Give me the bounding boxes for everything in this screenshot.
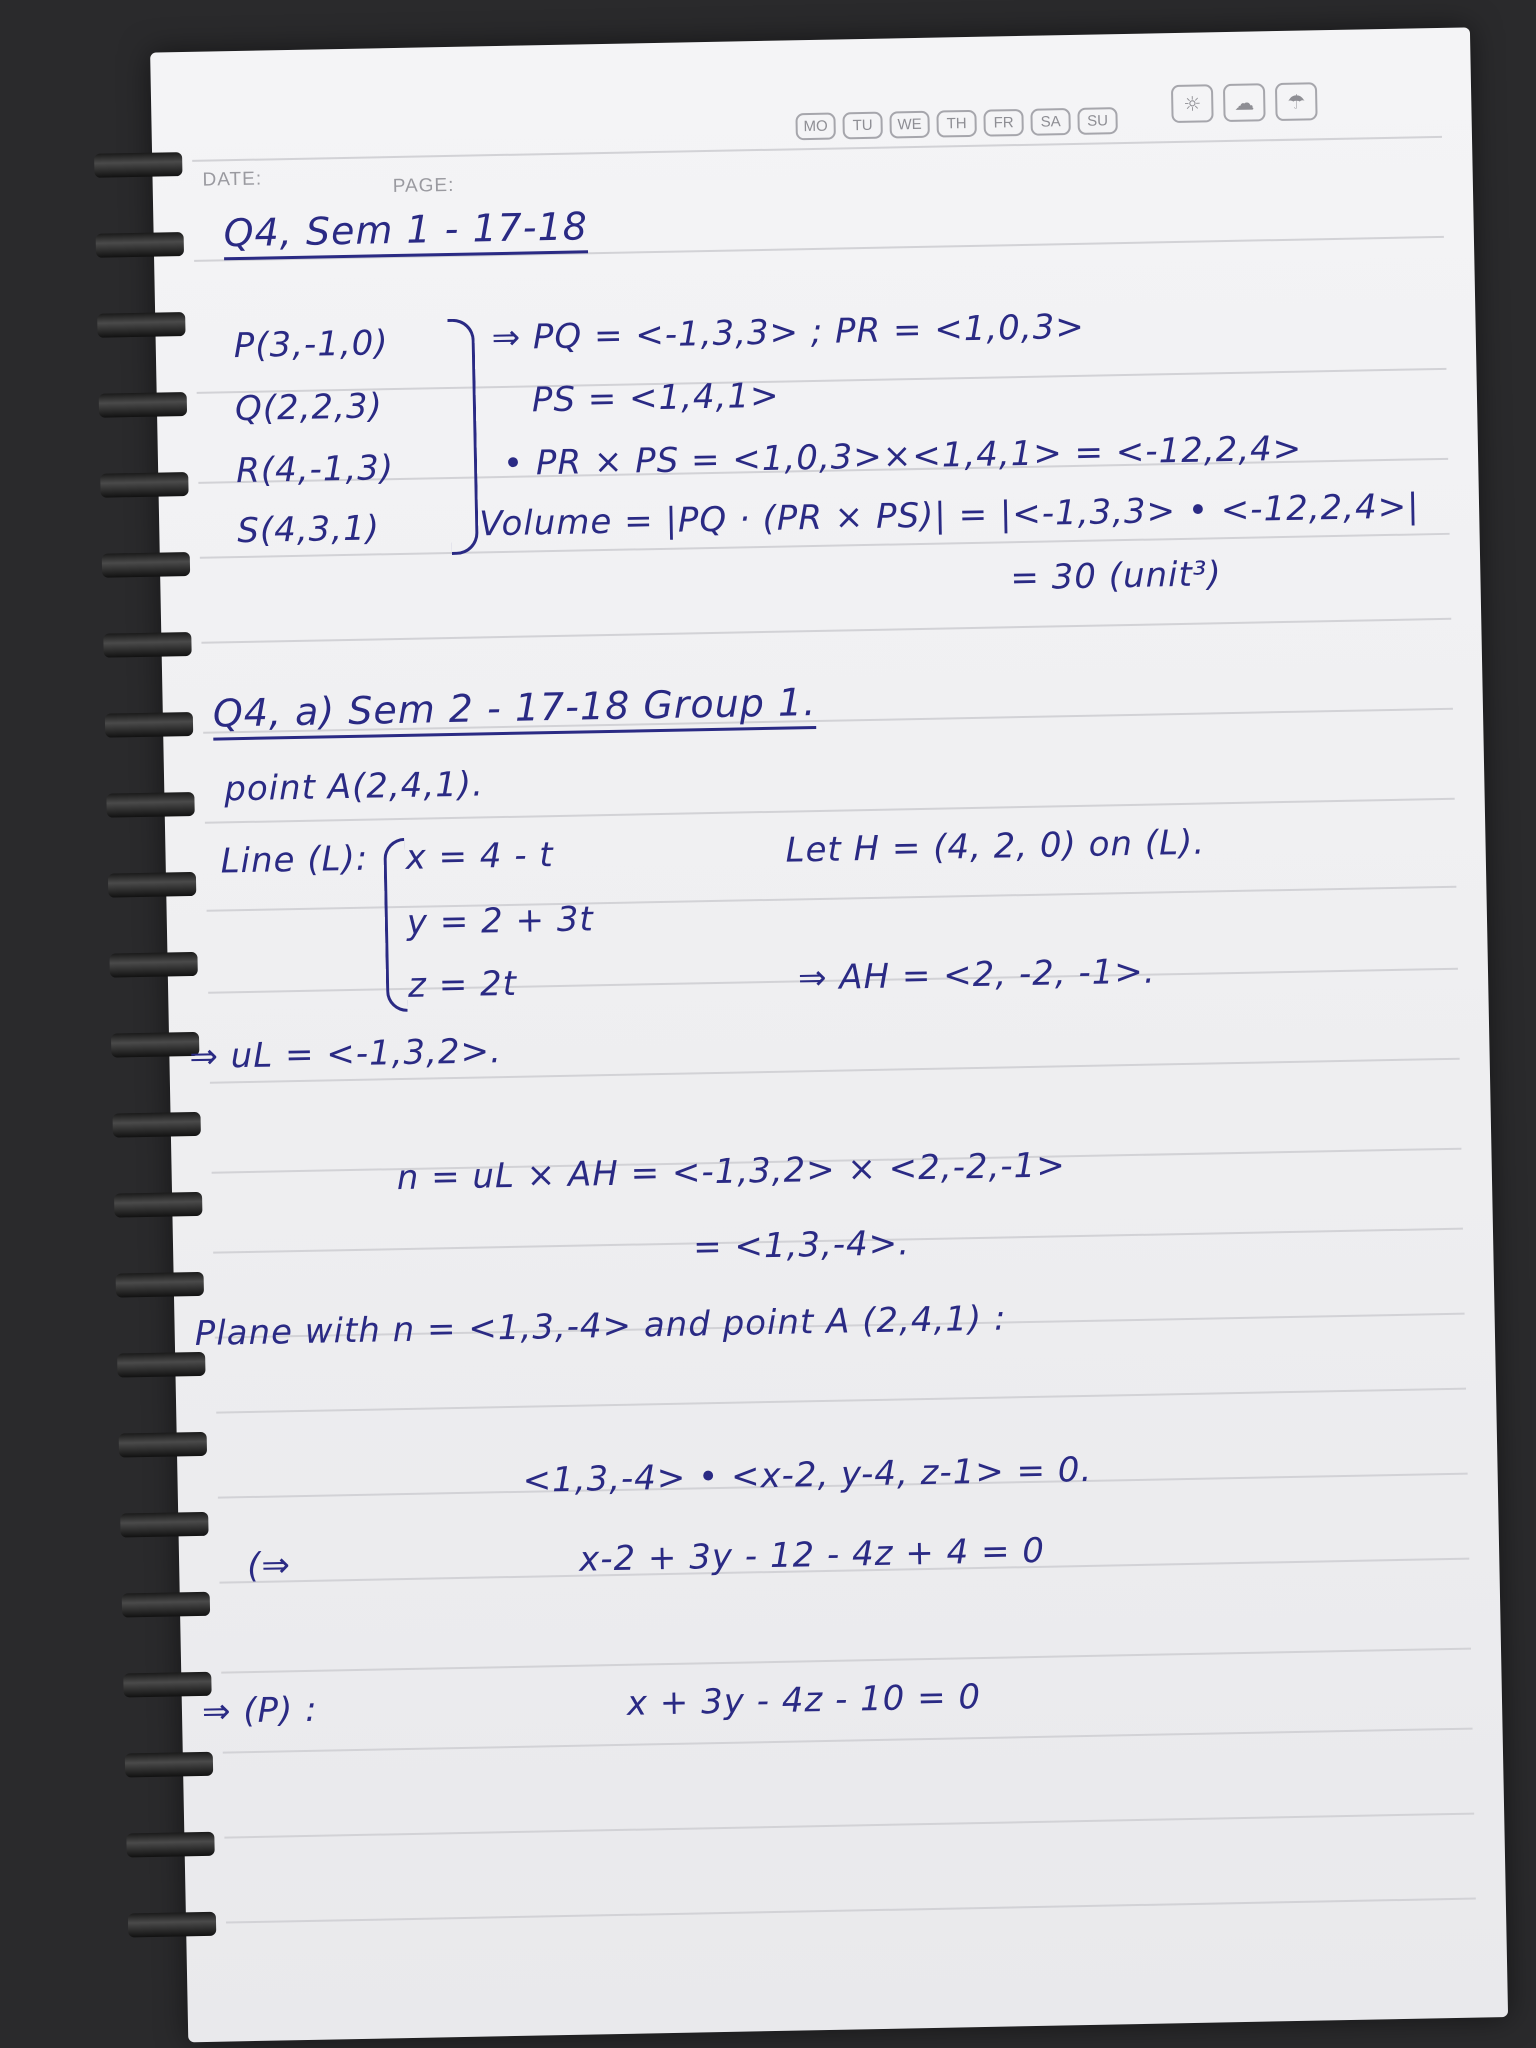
- day-su: SU: [1077, 107, 1118, 135]
- direction-vector: ⇒ uL = <-1,3,2>.: [189, 1031, 503, 1078]
- day-fr: FR: [983, 109, 1024, 137]
- point-s: S(4,3,1): [236, 508, 381, 552]
- line-z: z = 2t: [407, 963, 518, 1006]
- normal-result: = <1,3,-4>.: [692, 1223, 911, 1268]
- weather-icons: [1171, 82, 1318, 123]
- spiral-ring: [125, 1752, 213, 1778]
- iff-symbol: (⇒: [246, 1545, 292, 1587]
- spiral-ring: [126, 1832, 214, 1858]
- spiral-ring: [122, 1592, 210, 1618]
- spiral-ring: [123, 1672, 211, 1698]
- weekday-boxes: [795, 107, 1117, 140]
- line-brace: [383, 838, 407, 1012]
- spiral-ring: [100, 472, 188, 498]
- spiral-ring: [102, 552, 190, 578]
- spiral-ring: [112, 1112, 200, 1138]
- point-a: point A(2,4,1).: [223, 764, 485, 810]
- point-r: R(4,-1,3): [235, 448, 395, 492]
- spiral-ring: [103, 632, 191, 658]
- point-q: Q(2,2,3): [234, 386, 384, 430]
- cloud-icon: ☁: [1223, 83, 1266, 122]
- let-h: Let H = (4, 2, 0) on (L).: [785, 822, 1206, 871]
- spiral-ring: [114, 1192, 202, 1218]
- expanded-equation: x-2 + 3y - 12 - 4z + 4 = 0: [578, 1530, 1046, 1580]
- spiral-ring: [105, 712, 193, 738]
- vector-ps: PS = <1,4,1>: [531, 375, 780, 421]
- spiral-ring: [97, 312, 185, 338]
- points-brace: [447, 318, 479, 554]
- spiral-ring: [108, 872, 196, 898]
- line-label: Line (L):: [220, 838, 369, 882]
- spiral-ring: [111, 1032, 199, 1058]
- vectors-pq-pr: ⇒ PQ = <-1,3,3> ; PR = <1,0,3>: [491, 306, 1086, 359]
- result-prefix: ⇒ (P) :: [201, 1689, 318, 1732]
- spiral-ring: [120, 1512, 208, 1538]
- day-mo: MO: [795, 113, 836, 141]
- date-label: DATE:: [202, 168, 263, 191]
- day-th: TH: [936, 110, 977, 138]
- normal-definition: n = uL × AH = <-1,3,2> × <2,-2,-1>: [396, 1145, 1067, 1199]
- plane-statement: Plane with n = <1,3,-4> and point A (2,4,1) :: [194, 1298, 1007, 1355]
- sun-icon: ☼: [1171, 84, 1214, 123]
- q2-title: Q4, a) Sem 2 - 17-18 Group 1.: [212, 680, 816, 736]
- spiral-ring: [117, 1352, 205, 1378]
- umbrella-icon: ☂: [1275, 82, 1318, 121]
- vector-ah: ⇒ AH = <2, -2, -1>.: [797, 951, 1157, 999]
- day-tu: TU: [842, 112, 883, 140]
- cross-product: • PR × PS = <1,0,3>×<1,4,1> = <-12,2,4>: [502, 428, 1303, 484]
- notebook-page: [150, 27, 1508, 2042]
- spiral-ring: [109, 952, 197, 978]
- spiral-ring: [116, 1272, 204, 1298]
- line-x: x = 4 - t: [405, 835, 555, 878]
- spiral-ring: [106, 792, 194, 818]
- spiral-ring: [94, 152, 182, 178]
- volume-formula: Volume = |PQ · (PR × PS)| = |<-1,3,3> • <-12,2,4>|: [478, 486, 1420, 545]
- dot-equation: <1,3,-4> • <x-2, y-4, z-1> = 0.: [522, 1449, 1093, 1501]
- spiral-ring: [119, 1432, 207, 1458]
- day-sa: SA: [1030, 108, 1071, 136]
- page-label: PAGE:: [392, 174, 455, 198]
- spiral-ring: [96, 232, 184, 258]
- spiral-ring: [99, 392, 187, 418]
- line-y: y = 2 + 3t: [406, 899, 595, 943]
- volume-result: = 30 (unit³): [1009, 554, 1223, 599]
- spiral-ring: [128, 1912, 216, 1938]
- plane-result: x + 3y - 4z - 10 = 0: [626, 1677, 982, 1724]
- q1-title: Q4, Sem 1 - 17-18: [223, 204, 588, 255]
- point-p: P(3,-1,0): [233, 323, 389, 367]
- day-we: WE: [889, 111, 930, 139]
